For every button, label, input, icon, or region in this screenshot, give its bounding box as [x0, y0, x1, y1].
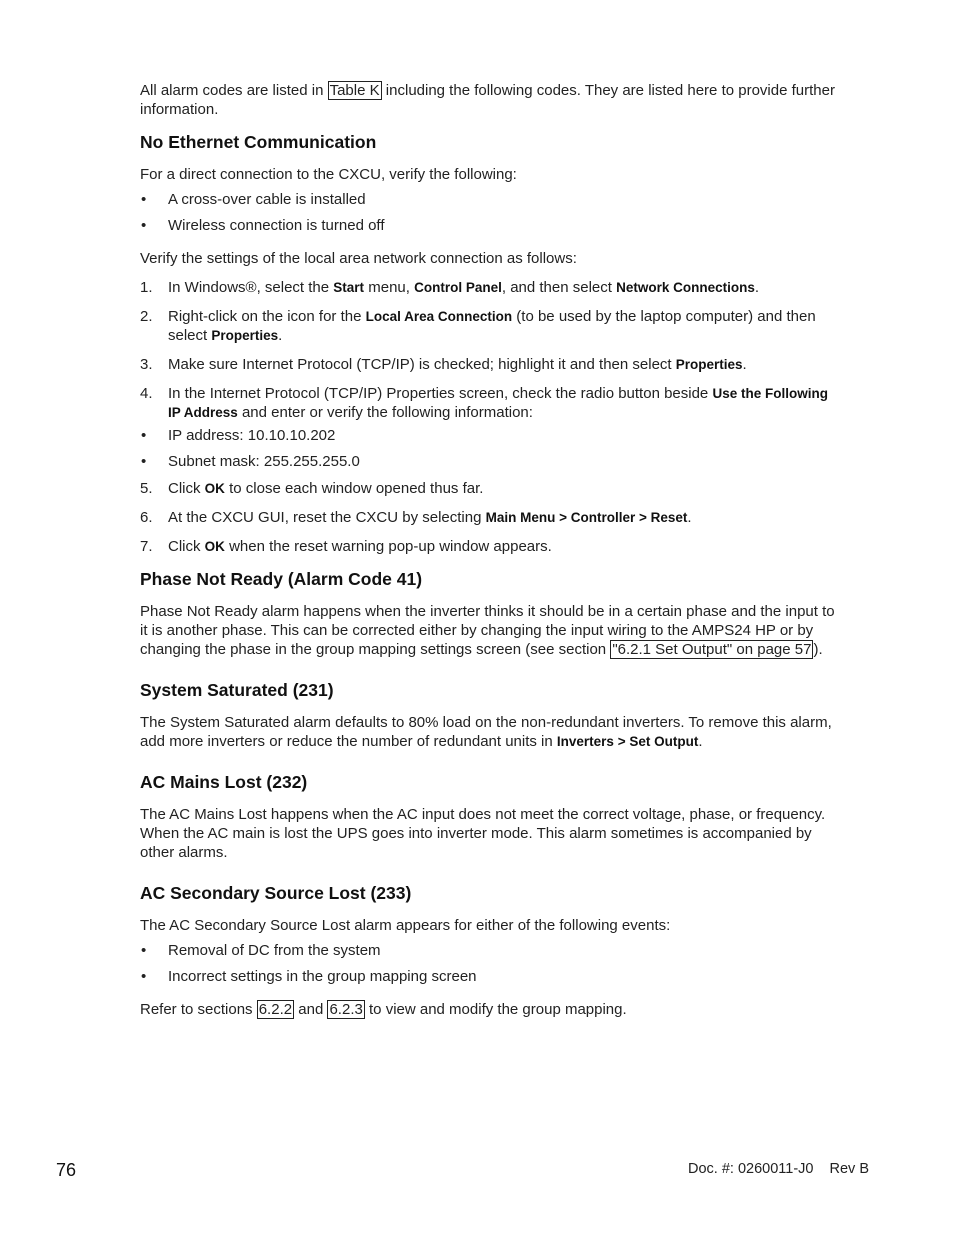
- list-item: • A cross-over cable is installed: [140, 190, 840, 209]
- set-output-link[interactable]: "6.2.1 Set Output" on page 57: [612, 641, 812, 658]
- saturated-paragraph: The System Saturated alarm defaults to 80% load on the non-redundant inverters. To remove this alarm, add more inverters or reduce the number of redundant units in Inverters > Set Output.: [140, 714, 832, 750]
- list-item: • Wireless connection is turned off: [140, 216, 840, 235]
- heading-system-saturated: System Saturated (231): [140, 680, 334, 700]
- ui-properties: Properties: [675, 357, 743, 372]
- list-item: • Incorrect settings in the group mapping screen: [140, 967, 840, 986]
- section-6-2-3-link[interactable]: 6.2.3: [329, 1001, 363, 1018]
- ui-control-panel: Control Panel: [414, 280, 502, 295]
- ui-start: Start: [333, 280, 365, 295]
- step-6: 6. At the CXCU GUI, reset the CXCU by selecting Main Menu > Controller > Reset.: [140, 509, 692, 526]
- revision: Rev B: [829, 1161, 869, 1177]
- verify-lan-lead: Verify the settings of the local area network connection as follows:: [140, 250, 577, 267]
- doc-number: Doc. #: 0260011-J0 Rev B: [688, 1161, 869, 1177]
- mains-paragraph: The AC Mains Lost happens when the AC input does not meet the correct voltage, phase, or frequency. When the AC main is lost the UPS goes into inverter mode. This alarm sometimes is accompanied by other alarms.: [140, 806, 826, 861]
- step-2: 2. Right-click on the icon for the Local Area Connection (to be used by the laptop computer) and then select Properties.: [140, 308, 816, 344]
- direct-connection-lead: For a direct connection to the CXCU, verify the following:: [140, 166, 517, 183]
- heading-ac-mains-lost: AC Mains Lost (232): [140, 772, 308, 792]
- list-item: • Subnet mask: 255.255.255.0: [140, 452, 840, 471]
- page-content: [140, 81, 840, 1019]
- page-number: 76: [56, 1160, 77, 1180]
- lan-steps-continued: [140, 479, 840, 556]
- intro-paragraph: All alarm codes are listed in Table K including the following codes. They are listed here to provide further information.: [140, 82, 835, 118]
- section-6-2-2-link[interactable]: 6.2.2: [258, 1001, 293, 1018]
- ui-ok: OK: [204, 539, 225, 554]
- step-1: 1. In Windows®, select the Start menu, Control Panel, and then select Network Connections.: [140, 279, 760, 296]
- ui-ok: OK: [204, 481, 225, 496]
- ui-inverters-set-output: Inverters > Set Output: [556, 734, 699, 749]
- heading-phase-not-ready: Phase Not Ready (Alarm Code 41): [140, 569, 423, 589]
- step-3: 3. Make sure Internet Protocol (TCP/IP) is checked; highlight it and then select Properties.: [140, 356, 747, 373]
- heading-no-ethernet: No Ethernet Communication: [140, 132, 377, 152]
- lan-steps: [140, 278, 840, 422]
- ui-use-following-ip: Use the Following IP Address: [168, 386, 828, 420]
- ui-main-menu-reset: Main Menu > Controller > Reset: [485, 510, 688, 525]
- secondary-lead: The AC Secondary Source Lost alarm appears for either of the following events:: [140, 917, 671, 934]
- table-k-link[interactable]: Table K: [329, 82, 380, 99]
- ip-settings-list: [140, 426, 840, 471]
- refer-sections: Refer to sections 6.2.2 and 6.2.3 to view and modify the group mapping.: [140, 1001, 627, 1018]
- list-item: • IP address: 10.10.10.202: [140, 426, 840, 445]
- secondary-events: [140, 941, 840, 986]
- ui-network-connections: Network Connections: [616, 280, 755, 295]
- direct-connection-checks: [140, 190, 840, 235]
- ui-properties: Properties: [211, 328, 279, 343]
- phase-paragraph: Phase Not Ready alarm happens when the inverter thinks it should be in a certain phase and the input to it is another phase. This can be corrected either by changing the input wiring to the AMPS24 HP or by changing the phase in the group mapping settings screen (see section "6.2.1 Set Output" on page 57 ).: [140, 603, 835, 658]
- step-4: 4. In the Internet Protocol (TCP/IP) Properties screen, check the radio button beside Use the Following IP Address and enter or verify the following information:: [140, 385, 828, 421]
- ui-local-area-connection: Local Area Connection: [365, 309, 513, 324]
- list-item: • Removal of DC from the system: [140, 941, 840, 960]
- heading-ac-secondary-lost: AC Secondary Source Lost (233): [140, 883, 412, 903]
- step-7: 7. Click OK when the reset warning pop-up window appears.: [140, 538, 552, 555]
- step-5: 5. Click OK to close each window opened thus far.: [140, 480, 484, 497]
